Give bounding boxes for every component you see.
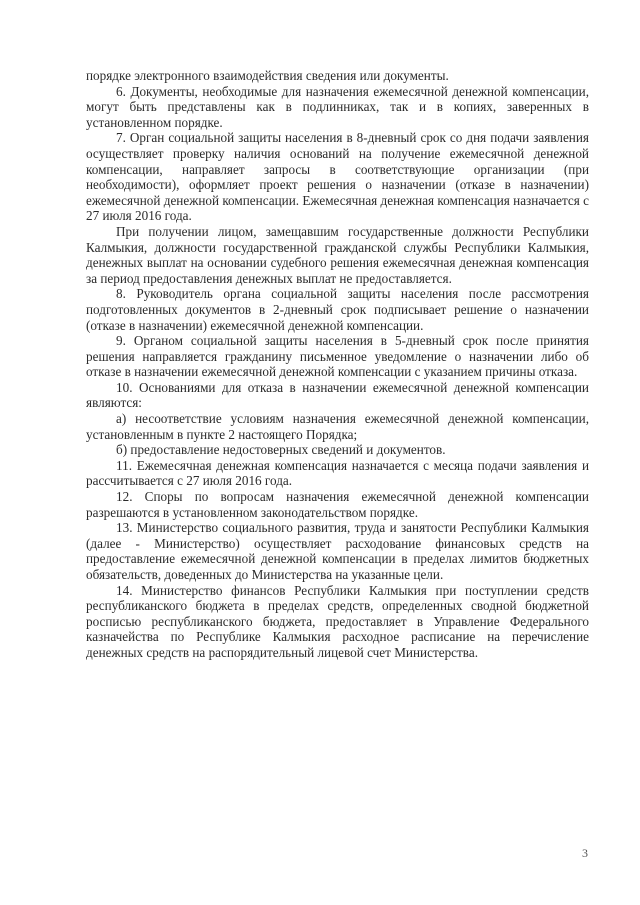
- paragraph: 14. Министерство финансов Республики Калмыкия при поступлении средств республиканского бюджета в пределах средств, определенных сводной бюджетной росписью республиканского бюджета, предоставляет в Управление Федерального казначейства по Республике Калмыкия расходное расписание на перечисление денежных средств на распорядительный лицевой счет Министерства.: [86, 582, 589, 660]
- paragraph: а) несоответствие условиям назначения ежемесячной денежной компенсации, установленным в пункте 2 настоящего Порядка;: [86, 411, 589, 442]
- page-number: 3: [582, 846, 588, 860]
- paragraph: 6. Документы, необходимые для назначения ежемесячной денежной компенсации, могут быть представлены как в подлинниках, так и в копиях, заверенных в установленном порядке.: [86, 83, 589, 130]
- paragraph: 12. Споры по вопросам назначения ежемесячной денежной компенсации разрешаются в установленном законодательством порядке.: [86, 489, 589, 520]
- paragraph: 13. Министерство социального развития, труда и занятости Республики Калмыкия (далее - Министерство) осуществляет расходование финансовых средств на предоставление ежемесячной денежной компенсации в пределах лимитов бюджетных обязательств, доведенных до Министерства на указанные цели.: [86, 520, 589, 582]
- paragraph: порядке электронного взаимодействия сведения или документы.: [86, 68, 449, 83]
- document-body: [86, 68, 589, 661]
- paragraph: 8. Руководитель органа социальной защиты населения после рассмотрения подготовленных документов в 2-дневный срок подписывает решение о назначении (отказе в назначении) ежемесячной денежной компенсации.: [86, 286, 589, 333]
- paragraph: б) предоставление недостоверных сведений и документов.: [116, 442, 446, 458]
- paragraph: 10. Основаниями для отказа в назначении ежемесячной денежной компенсации являются:: [86, 379, 589, 411]
- paragraph: При получении лицом, замещавшим государственные должности Республики Калмыкия, должности государственной гражданской службы Республики Калмыкия, денежных выплат на основании судебного решения ежемесячная денежная компенсация за период предоставления денежных выплат не предоставляется.: [86, 223, 589, 286]
- paragraph: 11. Ежемесячная денежная компенсация назначается с месяца подачи заявления и рассчитывается с 27 июля 2016 года.: [86, 457, 589, 489]
- paragraph: 7. Орган социальной защиты населения в 8-дневный срок со дня подачи заявления осуществляет проверку наличия оснований на получение ежемесячной денежной компенсации, направляет запросы в соответствующие организации (при необходимости), оформляет проект решения о назначении (отказе в назначении) ежемесячной денежной компенсации. Ежемесячная денежная компенсация назначается с 27 июля 2016 года.: [86, 130, 589, 224]
- paragraph: 9. Органом социальной защиты населения в 5-дневный срок после принятия решения направляется гражданину письменное уведомление о назначении либо об отказе в назначении ежемесячной денежной компенсации с указанием причины отказа.: [86, 333, 589, 380]
